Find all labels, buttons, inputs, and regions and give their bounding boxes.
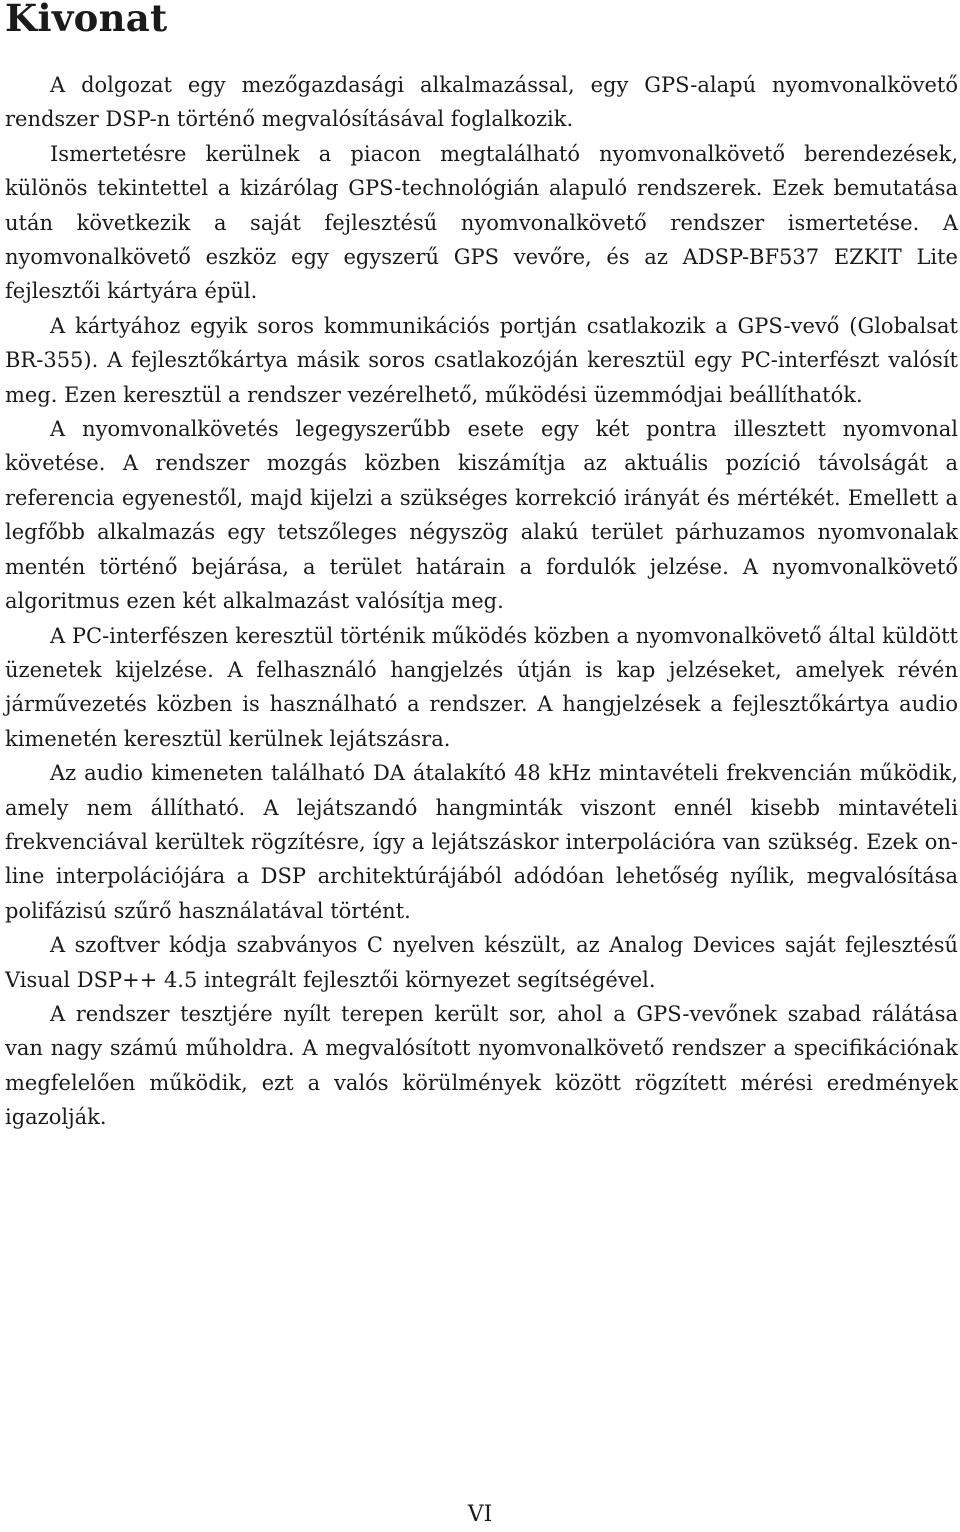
- abstract-body: [5, 68, 958, 1135]
- abstract-paragraph: Az audio kimeneten található DA átalakító 48 kHz mintavételi frekvencián működik, amely nem állítható. A lejátszandó hangminták viszont ennél kisebb mintavételi frekvenciával kerültek rögzítésre, így a lejátszáskor interpolációra van szükség. Ezek on-line interpolációjára a DSP architektúrájából adódóan lehetőség nyílik, megvalósítása polifázisú szűrő használatával történt.: [5, 761, 958, 923]
- abstract-paragraph: A rendszer tesztjére nyílt terepen került sor, ahol a GPS-vevőnek szabad rálátása van nagy számú műholdra. A megvalósított nyomvonalkövető rendszer a specifikációnak megfelelően működik, ezt a valós körülmények között rögzített mérési eredmények igazolják.: [5, 1001, 958, 1130]
- abstract-paragraph: A nyomvonalkövetés legegyszerűbb esete egy két pontra illesztett nyomvonal követése. A rendszer mozgás közben kiszámítja az aktuális pozíció távolságát a referencia egyenestől, majd kijelzi a szükséges korrekció irányát és mértékét. Emellett a legfőbb alkalmazás egy tetszőleges négyszög alakú terület párhuzamos nyomvonalak mentén történő bejárása, a terület határain a fordulók jelzése. A nyomvonalkövető algoritmus ezen két alkalmazást valósítja meg.: [5, 417, 958, 614]
- page-title: Kivonat: [5, 0, 168, 40]
- abstract-paragraph: Ismertetésre kerülnek a piacon megtalálható nyomvonalkövető berendezések, különös tekintettel a kizárólag GPS-technológián alapuló rendszerek. Ezek bemutatása után következik a saját fejlesztésű nyomvonalkövető rendszer ismertetése. A nyomvonalkövető eszköz egy egyszerű GPS vevőre, és az ADSP-BF537 EZKIT Lite fejlesztői kártyára épül.: [5, 141, 958, 304]
- page-number: VI: [467, 1502, 493, 1527]
- abstract-paragraph: A szoftver kódja szabványos C nyelven készült, az Analog Devices saját fejlesztésű Visual DSP++ 4.5 integrált fejlesztői környezet segítségével.: [5, 933, 958, 992]
- abstract-paragraph: A PC-interfészen keresztül történik működés közben a nyomvonalkövető által küldött üzenetek kijelzése. A felhasználó hangjelzés útján is kap jelzéseket, amelyek révén járművezetés közben is használható a rendszer. A hangjelzések a fejlesztőkártya audio kimenetén keresztül kerülnek lejátszásra.: [5, 623, 958, 751]
- abstract-paragraph: A kártyához egyik soros kommunikációs portján csatlakozik a GPS-vevő (Globalsat BR-355). A fejlesztőkártya másik soros csatlakozóján keresztül egy PC-interfészt valósít meg. Ezen keresztül a rendszer vezérelhető, működési üzemmódjai beállíthatók.: [5, 313, 958, 407]
- abstract-paragraph: A dolgozat egy mezőgazdasági alkalmazással, egy GPS-alapú nyomvonalkövető rendszer DSP-n történő megvalósításával foglalkozik.: [5, 73, 958, 132]
